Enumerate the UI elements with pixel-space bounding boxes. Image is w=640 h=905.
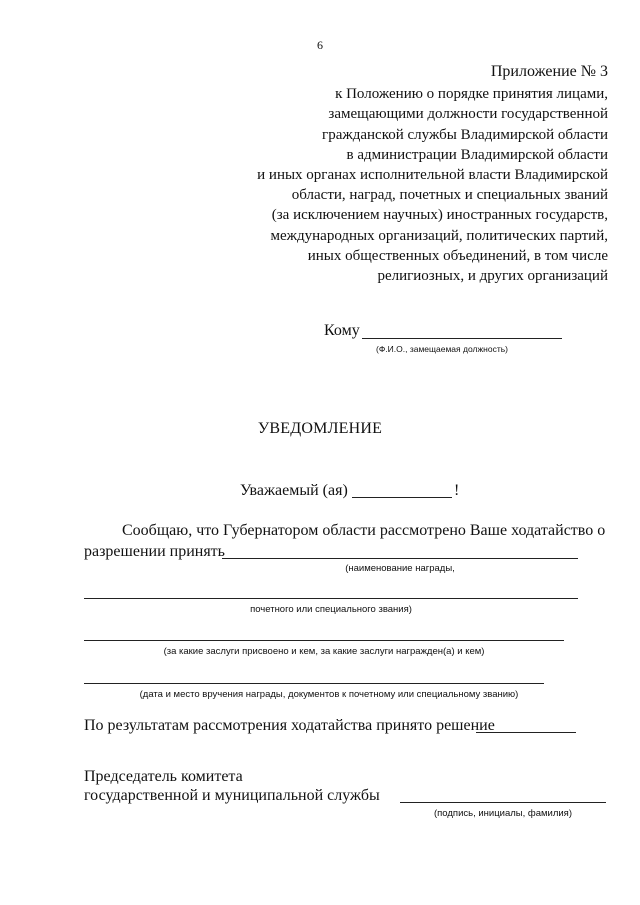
- page-number: 6: [317, 38, 323, 52]
- award-caption: (наименование награды,: [345, 563, 455, 574]
- signature-caption: (подпись, инициалы, фамилия): [434, 808, 572, 819]
- decision-field[interactable]: [476, 732, 576, 733]
- award-name-field[interactable]: [222, 558, 578, 559]
- recipient-label: Кому: [324, 322, 360, 339]
- recipient-caption: (Ф.И.О., замещаемая должность): [376, 344, 508, 354]
- appendix-line: области, наград, почетных и специальных званий: [291, 187, 608, 204]
- greeting-name-field[interactable]: [352, 497, 452, 498]
- recipient-field[interactable]: [362, 338, 562, 339]
- appendix-header: [257, 62, 608, 286]
- appendix-line: гражданской службы Владимирской области: [322, 126, 608, 143]
- body-line-1: Сообщаю, что Губернатором области рассмотрено Ваше ходатайство о: [122, 522, 606, 539]
- presentation-field[interactable]: [84, 683, 544, 684]
- merits-field[interactable]: [84, 640, 564, 641]
- appendix-line: религиозных, и других организаций: [377, 268, 608, 285]
- appendix-line: в администрации Владимирской области: [346, 146, 608, 163]
- signature-field[interactable]: [400, 802, 606, 803]
- appendix-line: иных общественных объединений, в том числе: [307, 247, 608, 264]
- appendix-title: Приложение № 3: [490, 63, 608, 80]
- document-heading: УВЕДОМЛЕНИЕ: [257, 420, 383, 437]
- appendix-line: к Положению о порядке принятия лицами,: [335, 86, 608, 103]
- award-title-field[interactable]: [84, 598, 578, 599]
- signatory-title-2: государственной и муниципальной службы: [84, 787, 380, 804]
- appendix-line: замещающими должности государственной: [328, 106, 608, 123]
- award-title-caption: почетного или специального звания): [250, 604, 412, 615]
- appendix-line: и иных органах исполнительной власти Владимирской: [257, 167, 608, 184]
- appendix-line: международных организаций, политических партий,: [270, 227, 608, 244]
- appendix-line: (за исключением научных) иностранных государств,: [271, 207, 608, 224]
- decision-label: По результатам рассмотрения ходатайства принято решение: [84, 717, 495, 734]
- greeting-suffix: !: [454, 482, 460, 499]
- body-line-2: разрешении принять: [84, 543, 225, 560]
- signatory-title-1: Председатель комитета: [84, 768, 243, 785]
- merits-caption: (за какие заслуги присвоено и кем, за какие заслуги награжден(а) и кем): [163, 646, 485, 657]
- greeting-prefix: Уважаемый (ая): [240, 482, 348, 499]
- presentation-caption: (дата и место вручения награды, документов к почетному или специальному званию): [139, 689, 519, 700]
